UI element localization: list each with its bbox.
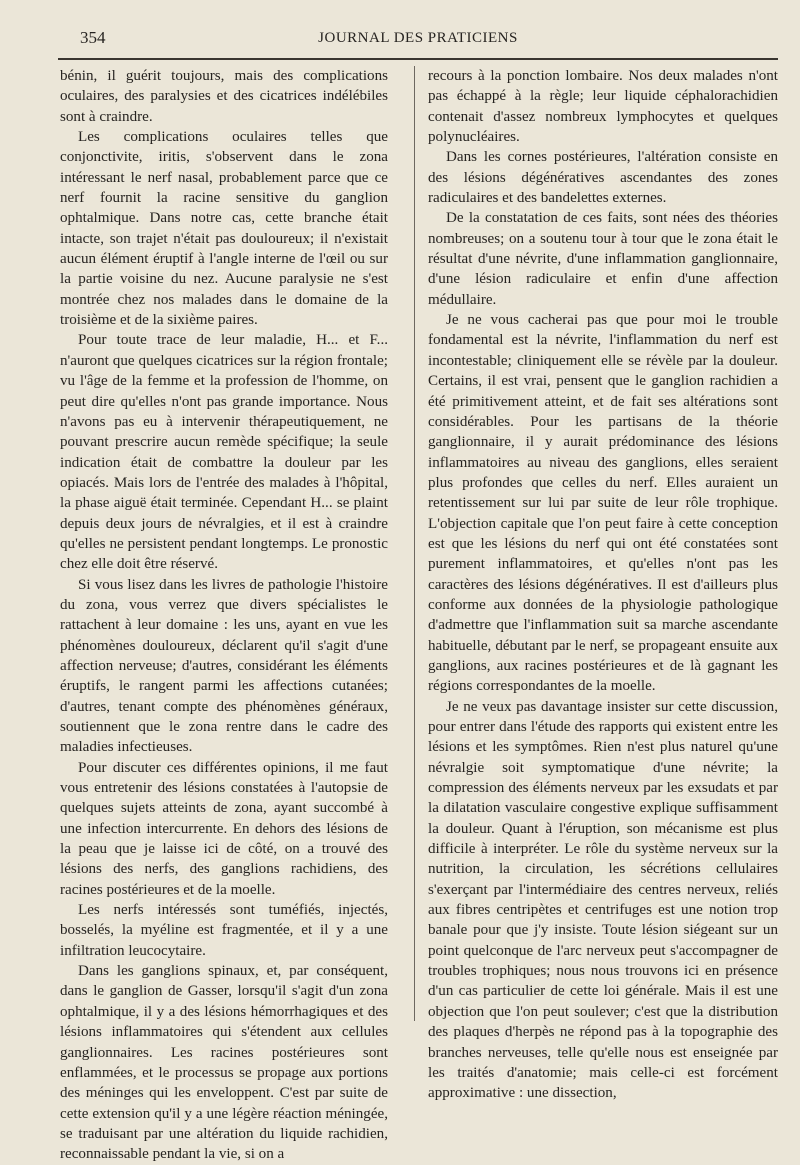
paragraph: Je ne veux pas davantage insister sur cette discussion, pour entrer dans l'étude des rapports qui existent entre les lésions et les symptômes. Rien n'est plus naturel qu'une névralgie soit symptomatique d'une névrite; la compression des éléments nerveux par les exsudats et par la dilatation vasculaire congestive explique suffisamment la douleur. Quant à l'éruption, son mécanisme est plus difficile à interpréter. Le rôle du système nerveux sur la nutrition, la circulation, les sécrétions cellulaires s'exerçant par l'intermédiaire des centres nerveux, reliés aux fibres centripètes et centrifuges est une notion trop banale pour que j'y insiste. Toute lésion siégeant sur un point quelconque de l'arc nerveux peut s'accompagner de troubles trophiques; nous nous trouvons ici en présence d'un cas particulier de cette loi générale. Mais il est une objection que l'on peut soulever; c'est que la distribution des plaques d'herpès ne répond pas à la topographie des branches nerveuses, telle qu'elle nous est enseignée par les traités d'anatomie; mais celle-ci est forcément approximative : une dissection, bbox=[428, 698, 778, 1102]
page-number: 354 bbox=[80, 28, 106, 47]
page-header bbox=[58, 26, 778, 52]
paragraph: Pour toute trace de leur maladie, H... et F... n'auront que quelques cicatrices sur la région frontale; vu l'âge de la femme et la profession de l'homme, on peut dire qu'elles n'ont pas grande importance. Nous n'avons pas eu à intervenir thérapeutiquement, ne pouvant prescrire aucun remède spécifique; la seule indication était de combattre la douleur par les opiacés. Mais lors de l'entrée des malades à l'hôpital, la phase aiguë était terminée. Cependant H... se plaint depuis deux jours de névralgies, et il est à craindre qu'elles ne persistent pendant longtemps. Le pronostic chez elle doit être réservé. bbox=[60, 332, 388, 573]
paragraph: Si vous lisez dans les livres de pathologie l'histoire du zona, vous verrez que divers spécialistes le rattachent à leur domaine : les uns, ayant en vue les phénomènes douloureux, déclarent qu'il s'agit d'une affection nerveuse; d'autres, considérant les éléments éruptifs, le rangent parmi les affections cutanées; d'autres, tenant compte des phénomènes généraux, soutiennent que le zona rentre dans le cadre des maladies infectieuses. bbox=[60, 576, 388, 756]
paragraph: bénin, il guérit toujours, mais des complications oculaires, des paralysies et des cicatrices indélébiles sont à craindre. bbox=[60, 68, 388, 125]
header-rule bbox=[58, 58, 778, 60]
paragraph: Les nerfs intéressés sont tuméfiés, injectés, bosselés, la myéline est fragmentée, et il y a une infiltration leucocytaire. bbox=[60, 902, 388, 959]
paragraph: Dans les ganglions spinaux, et, par conséquent, dans le ganglion de Gasser, lorsqu'il s'agit d'un zona ophtalmique, il y a des lésions hémorrhagiques et des lésions inflammatoires qui s'étendent aux cellules ganglionnaires. Les racines postérieures sont enflammées, et le processus se propage aux portions des méninges qui les enveloppent. C'est par suite de cette extension qu'il y a une légère réaction méningée, se traduisant par une altération du liquide rachidien, reconnaissable pendant la vie, si on a bbox=[60, 963, 388, 1163]
paragraph: Pour discuter ces différentes opinions, il me faut vous entretenir des lésions constatées à l'autopsie de quelques sujets atteints de zona, ayant succombé à une infection intercurrente. En dehors des lésions de la peau que je laisse ici de côté, on a trouvé des lésions des nerfs, des ganglions rachidiens, des racines postérieures et de la moelle. bbox=[60, 759, 388, 898]
paragraph: recours à la ponction lombaire. Nos deux malades n'ont pas échappé à la règle; leur liquide céphalorachidien contenait d'assez nombreux lymphocytes et quelques polynucléaires. bbox=[428, 68, 778, 146]
right-column bbox=[428, 66, 778, 1104]
running-title: JOURNAL DES PRATICIENS bbox=[318, 30, 518, 46]
left-column bbox=[60, 66, 388, 1165]
paragraph: Dans les cornes postérieures, l'altération consiste en des lésions dégénératives ascendantes des zones radiculaires et des bandelettes externes. bbox=[428, 149, 778, 207]
paragraph: Les complications oculaires telles que conjonctivite, iritis, s'observent dans le zona intéressant le nerf nasal, probablement parce que ce nerf fournit la racine sensitive du ganglion ophtalmique. Dans notre cas, cette branche était intacte, son trajet n'était pas douloureux; il n'existait aucun élément éruptif à l'angle interne de l'œil ou sur la partie voisine du nez. Aucune paralysie ne s'est montrée chez nos malades dans le domaine de la troisième et de la sixième paires. bbox=[60, 129, 388, 329]
paragraph: Je ne vous cacherai pas que pour moi le trouble fondamental est la névrite, l'inflammation du nerf est incontestable; cliniquement elle se révèle par la douleur. Certains, il est vrai, pensent que le ganglion rachidien a été primitivement atteint, et de fait ses altérations sont considérables. Pour les partisans de la théorie ganglionnaire, il y aurait prédominance des lésions inflammatoires au niveau des ganglions, elles seraient plus profondes que celles du nerf. Elles auraient un retentissement sur lui par suite de leur rôle trophique. L'objection capitale que l'on peut faire à cette conception est que les lésions du nerf qui ont été constatées sont purement inflammatoires, et qu'elles n'ont pas les caractères des lésions dégénératives. Il est d'ailleurs plus conforme aux données de la physiologie pathologique d'admettre que l'inflammation suit sa marche ascendante habituelle, débutant par le nerf, se propageant ensuite aux ganglions, aux racines postérieures et de là gagnant les régions correspondantes de la moelle. bbox=[428, 312, 778, 695]
paragraph: De la constatation de ces faits, sont nées des théories nombreuses; on a soutenu tour à tour que le zona était le résultat d'une névrite, d'une inflammation ganglionnaire, d'une lésion radiculaire et enfin d'une affection médullaire. bbox=[428, 210, 778, 308]
column-divider bbox=[414, 66, 415, 1021]
